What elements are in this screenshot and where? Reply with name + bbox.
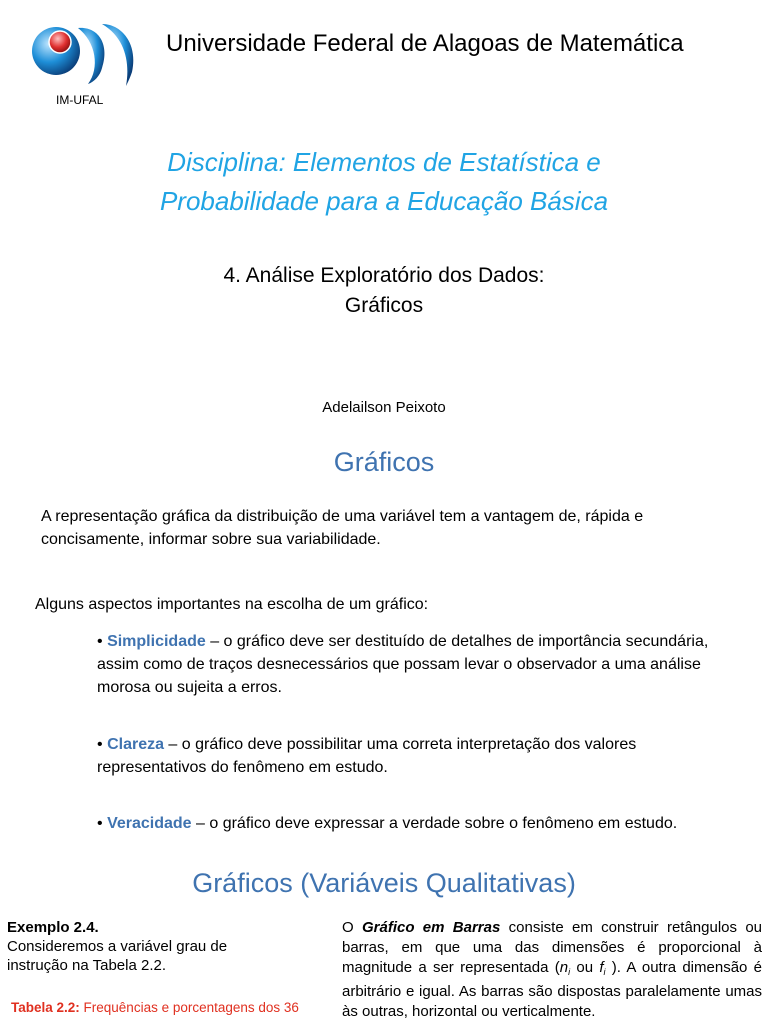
bullet-veracidade (97, 812, 717, 835)
bullet-text: – o gráfico deve possibilitar uma correta interpretação dos valores representativos do fenômeno em estudo. (97, 736, 637, 776)
bullet-simplicidade (97, 630, 717, 699)
example-block (7, 918, 267, 975)
subject-line-1: Disciplina: Elementos de Estatística e (167, 147, 601, 177)
table-caption (11, 999, 331, 1017)
bullet-text: – o gráfico deve expressar a verdade sobre o fenômeno em estudo. (191, 815, 678, 832)
bars-emphasis: Gráfico em Barras (361, 919, 501, 936)
bullet-keyword: Clareza (107, 736, 164, 753)
example-title: Exemplo 2.4. (7, 919, 99, 936)
table-caption-text: Frequências e porcentagens dos 36 (79, 1000, 299, 1015)
bullet-keyword: Simplicidade (107, 633, 206, 650)
intro-line-1: A representação gráfica da distribuição de uma variável tem a vantagem de, rápida e (41, 508, 644, 525)
i-subscript: i (603, 967, 606, 977)
example-line-1: Consideremos a variável grau de (7, 938, 228, 955)
section-title-qualitativas: Gráficos (Variáveis Qualitativas) (192, 868, 576, 898)
section-title-graficos: Gráficos (333, 447, 435, 477)
bullet-marker: • (97, 815, 103, 832)
table-label: Tabela 2.2: (11, 1000, 80, 1015)
subject-line-2: Probabilidade para a Educação Básica (159, 186, 609, 216)
intro-line-2: concisamente, informar sobre sua variabilidade. (41, 531, 381, 548)
bullet-marker: • (97, 633, 103, 650)
example-line-2: instrução na Tabela 2.2. (7, 957, 167, 974)
bullet-marker: • (97, 736, 103, 753)
bullet-text: – o gráfico deve ser destituído de detalhes de importância secundária, assim como de traços desnecessários que possam levar o observador a uma análise morosa ou sujeita a erros. (97, 633, 709, 696)
chapter-line-2: Gráficos (344, 294, 424, 317)
author-name: Adelailson Peixoto (322, 399, 446, 416)
bars-text-part-2: consiste em construir retângulos ou barras, em que uma das dimensões é proporcional à magnitude a ser representada ( (342, 919, 762, 976)
bar-chart-description (342, 918, 762, 1022)
im-ufal-logo (30, 18, 138, 88)
n-symbol: n (559, 959, 569, 976)
logo-graphic (30, 18, 138, 88)
bars-text-part-3: ). A outra dimensão é arbitrário e igual. As barras são dispostas paralelamente umas às outras, horizontal ou verticalmente. (342, 959, 762, 1020)
bars-text-part-1: O (342, 919, 362, 936)
f-symbol: f (599, 959, 604, 976)
aspects-intro: Alguns aspectos importantes na escolha de um gráfico: (35, 596, 429, 613)
logo-label: IM-UFAL (56, 93, 104, 107)
chapter-line-1: 4. Análise Exploratório dos Dados: (223, 264, 545, 287)
i-subscript: i (568, 967, 571, 977)
bullet-clareza (97, 733, 717, 779)
bullet-keyword: Veracidade (107, 815, 192, 832)
intro-paragraph (41, 505, 741, 551)
university-title: Universidade Federal de Alagoas de Matemática (166, 30, 684, 57)
or-word: ou (570, 959, 600, 976)
